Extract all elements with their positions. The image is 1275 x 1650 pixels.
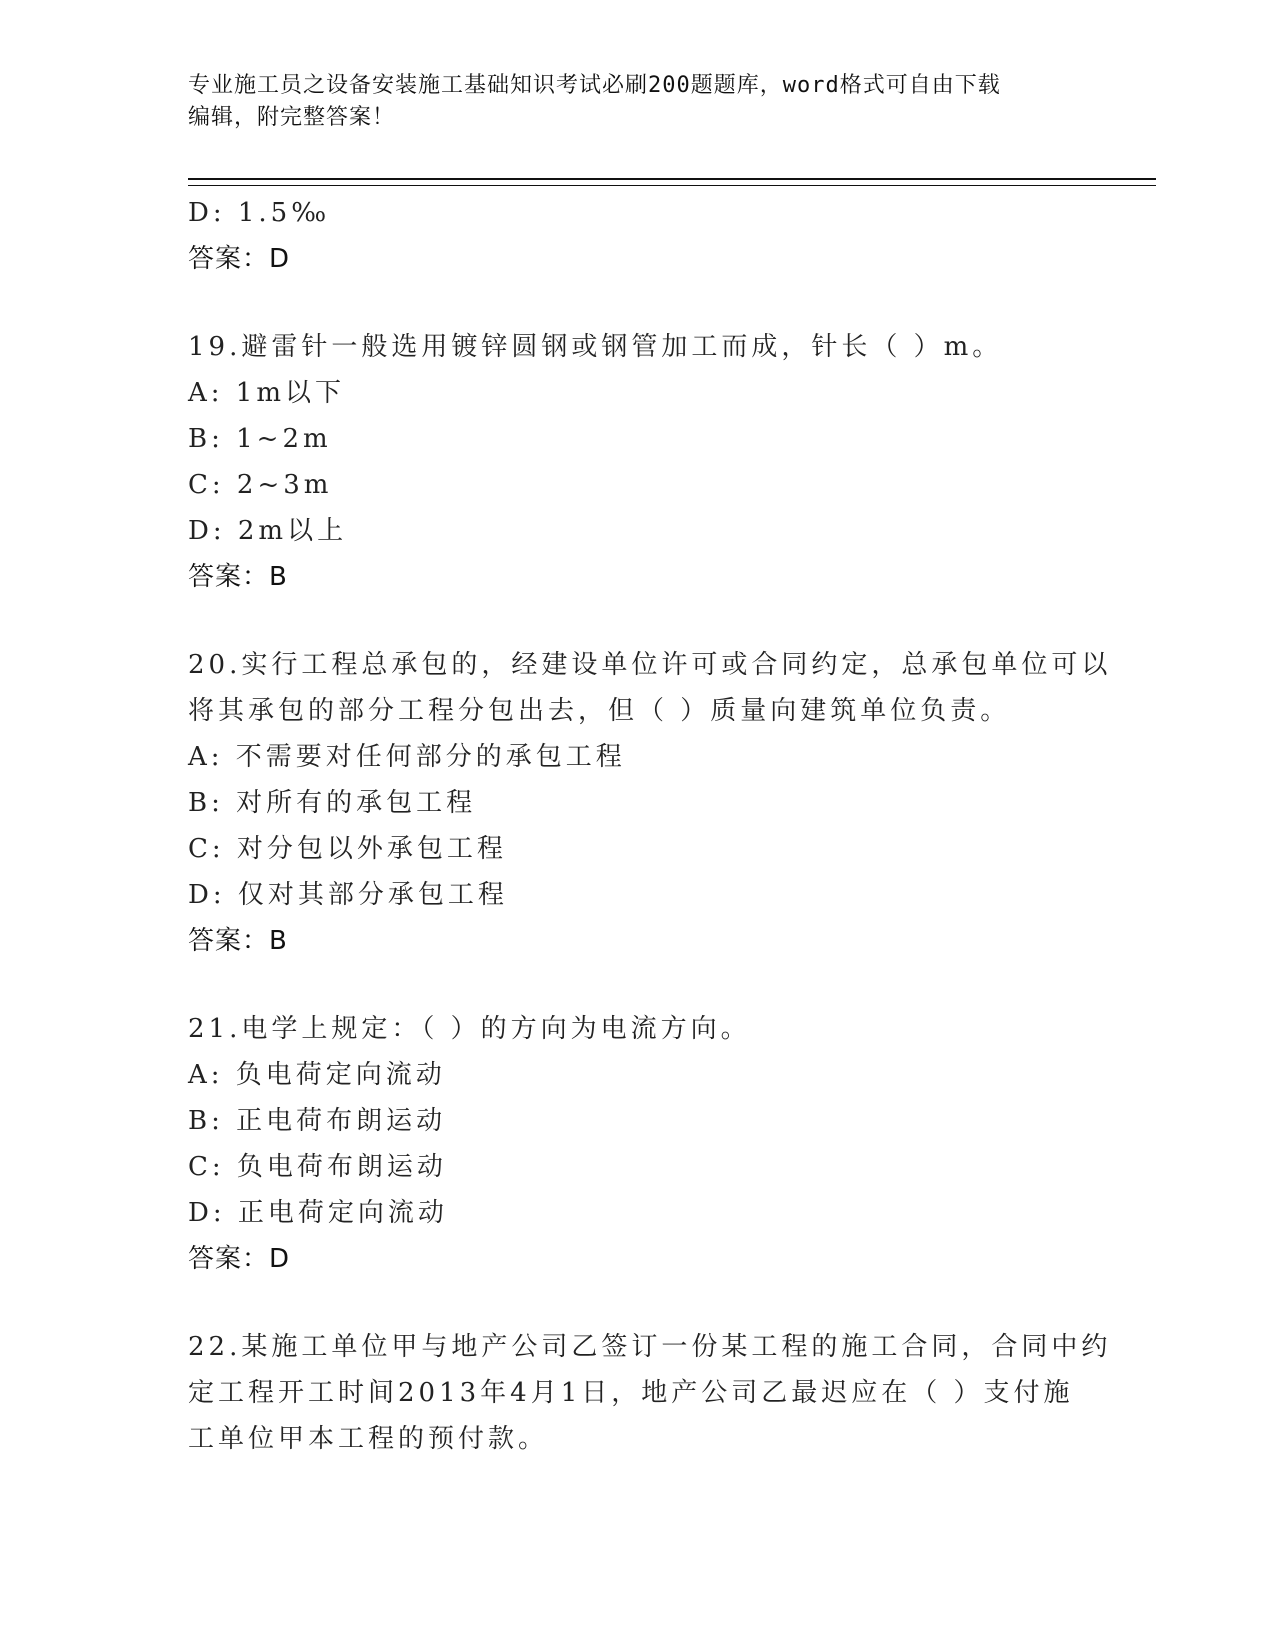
- option-d: D: 正电荷定向流动: [188, 1198, 448, 1228]
- header-title-line-1: 专业施工员之设备安装施工基础知识考试必刷200题题库，word格式可自由下载: [188, 73, 1001, 98]
- spacer: [188, 282, 1088, 324]
- question-stem: 20.实行工程总承包的，经建设单位许可或合同约定，总承包单位可以: [188, 650, 1112, 680]
- question-18-tail: [188, 190, 1088, 282]
- option-a: A: 负电荷定向流动: [188, 1060, 446, 1090]
- header-title-line-2: 编辑，附完整答案！: [188, 105, 396, 130]
- answer-line: 答案：B: [188, 926, 288, 956]
- header-divider-thick: [188, 178, 1156, 180]
- spacer: [188, 600, 1088, 642]
- question-20: [188, 642, 1112, 964]
- page-header: [188, 70, 1088, 134]
- answer-line: 答案：B: [188, 562, 288, 592]
- question-22: [188, 1324, 1112, 1462]
- spacer: [188, 964, 1088, 1006]
- question-stem-continued: 将其承包的部分工程分包出去，但（ ）质量向建筑单位负责。: [188, 696, 1011, 726]
- question-stem-continued: 定工程开工时间2013年4月1日，地产公司乙最迟应在（ ）支付施: [188, 1378, 1074, 1408]
- question-21: [188, 1006, 1088, 1282]
- option-c: C: 2~3m: [188, 470, 333, 500]
- option-d: D: 仅对其部分承包工程: [188, 880, 508, 910]
- spacer: [188, 1282, 1088, 1324]
- option-c: C: 负电荷布朗运动: [188, 1152, 447, 1182]
- question-stem-continued: 工单位甲本工程的预付款。: [188, 1424, 549, 1454]
- option-b: B: 1~2m: [188, 424, 332, 454]
- document-body: [188, 190, 1112, 1462]
- header-divider-thin: [188, 185, 1156, 186]
- option-d: D: 2m以上: [188, 516, 348, 546]
- option-d: D: 1.5‰: [188, 198, 331, 228]
- option-a: A: 1m以下: [188, 378, 345, 408]
- question-stem: 22.某施工单位甲与地产公司乙签订一份某工程的施工合同，合同中约: [188, 1332, 1112, 1362]
- question-stem: 19.避雷针一般选用镀锌圆钢或钢管加工而成，针长（ ）m。: [188, 332, 1003, 362]
- question-stem: 21.电学上规定：（ ）的方向为电流方向。: [188, 1014, 751, 1044]
- option-b: B: 对所有的承包工程: [188, 788, 477, 818]
- option-a: A: 不需要对任何部分的承包工程: [188, 742, 626, 772]
- answer-line: 答案：D: [188, 1244, 291, 1274]
- option-b: B: 正电荷布朗运动: [188, 1106, 447, 1136]
- option-c: C: 对分包以外承包工程: [188, 834, 507, 864]
- answer-line: 答案：D: [188, 244, 291, 274]
- question-19: [188, 324, 1088, 600]
